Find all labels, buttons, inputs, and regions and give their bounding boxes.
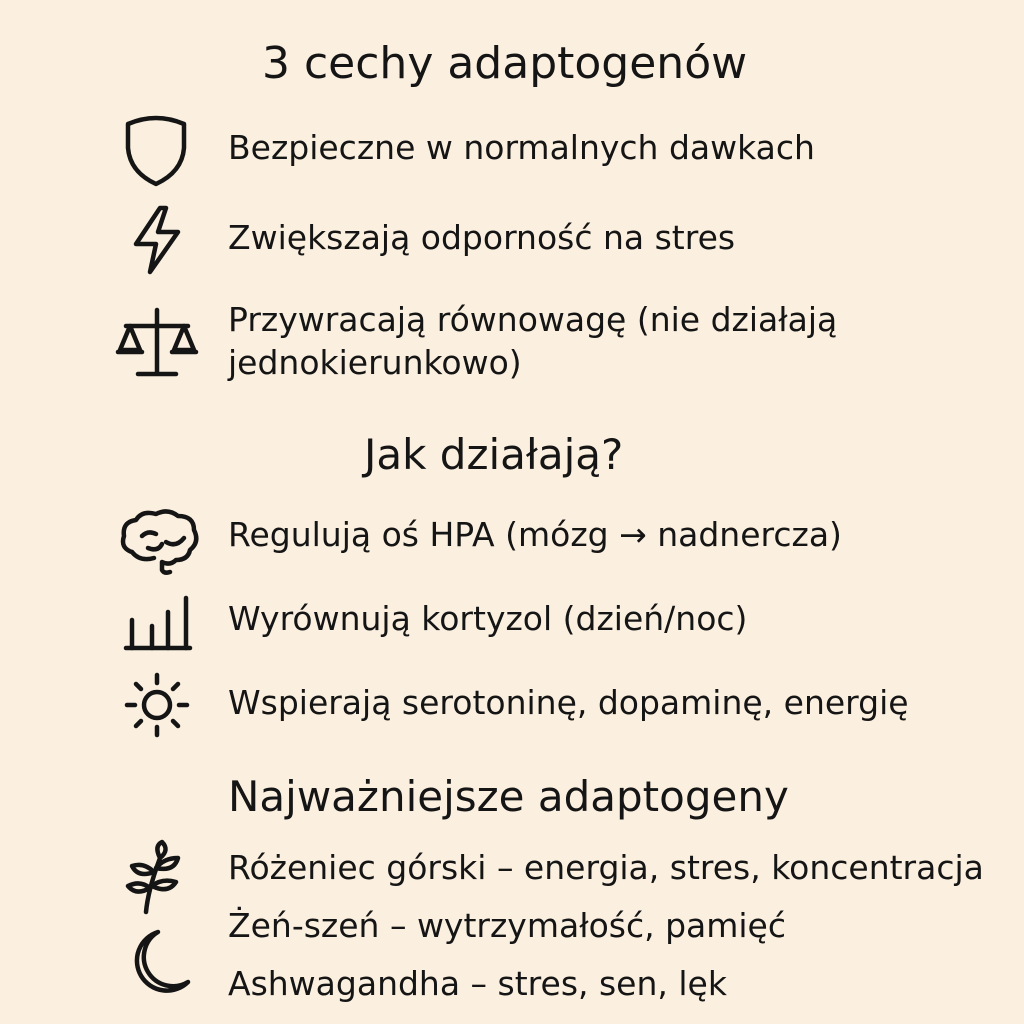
adaptogen-ginseng-text: Żeń-szeń – wytrzymałość, pamięć: [228, 906, 787, 945]
action-serotonin-text: Wspierają serotoninę, dopaminę, energię: [228, 683, 909, 722]
feature-stress-text: Zwiększają odporność na stres: [228, 218, 736, 257]
brain-icon: [118, 508, 200, 576]
action-cortisol-text: Wyrównują kortyzol (dzień/noc): [228, 599, 748, 638]
sun-icon: [124, 672, 190, 738]
feature-balance-text-line1: Przywracają równowagę (nie działają: [228, 300, 838, 339]
section-title-how: Jak działają?: [364, 430, 624, 479]
bar-chart-icon: [124, 596, 192, 652]
adaptogen-ashwagandha-text: Ashwagandha – stres, sen, lęk: [228, 964, 727, 1003]
adaptogen-rhodiola-text: Różeniec górski – energia, stres, koncentracja: [228, 848, 984, 887]
feature-balance-text-line2: jednokierunkowo): [228, 343, 522, 382]
moon-icon: [126, 928, 190, 996]
action-hpa-text: Regulują oś HPA (mózg → nadnercza): [228, 515, 842, 554]
section-title-features: 3 cechy adaptogenów: [262, 38, 748, 89]
section-title-adaptogens: Najważniejsze adaptogeny: [228, 772, 789, 821]
leaf-icon: [124, 840, 184, 914]
shield-icon: [122, 116, 190, 188]
lightning-icon: [132, 206, 182, 274]
scale-icon: [116, 306, 198, 378]
feature-safe-text: Bezpieczne w normalnych dawkach: [228, 128, 815, 167]
